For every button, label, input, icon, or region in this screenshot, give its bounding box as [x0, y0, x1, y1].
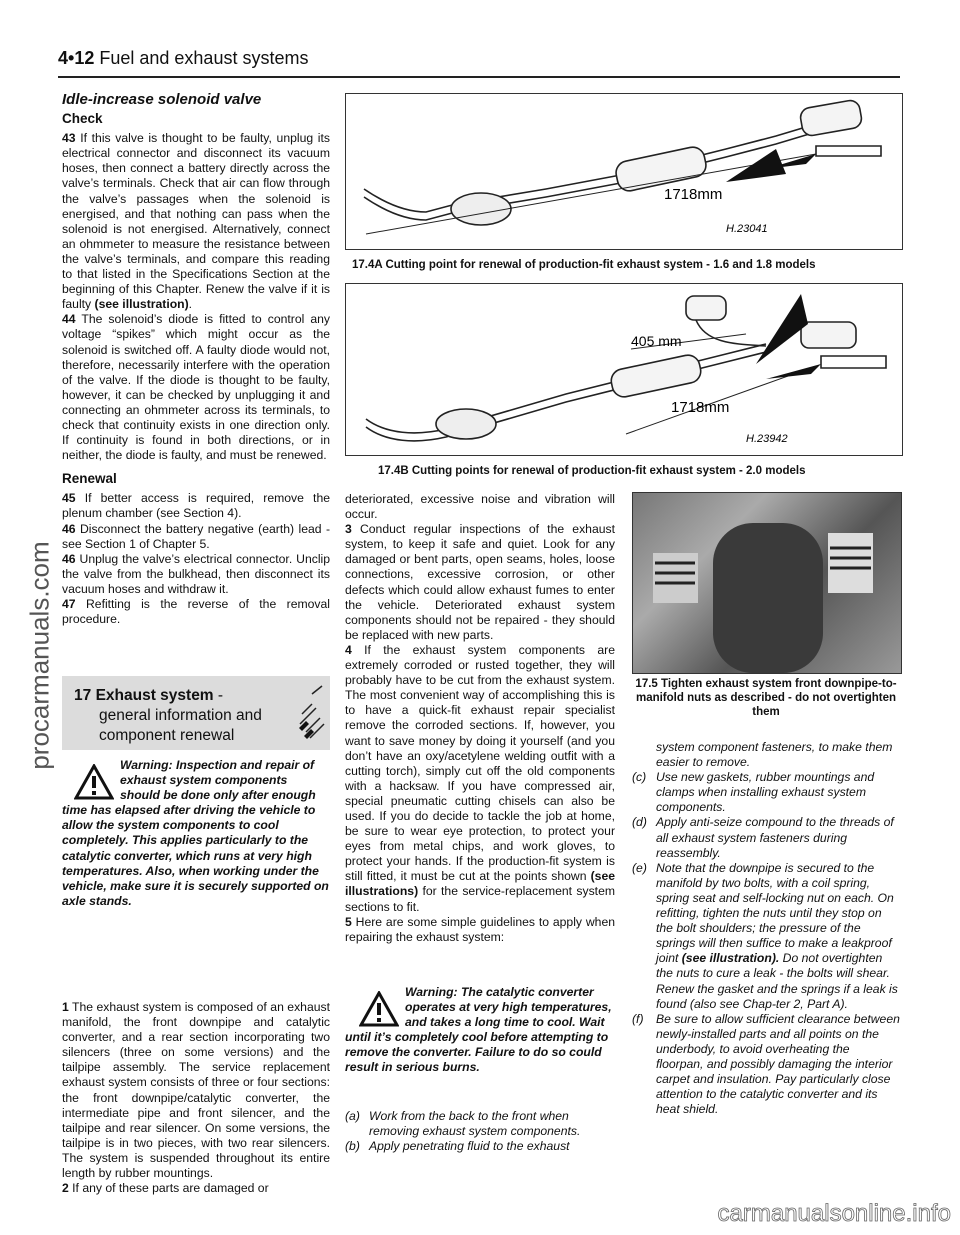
list-item: (f) Be sure to allow sufficient clearance between newly-installed parts and all points on the underbody, to avoid overheating the floorpan, and possibly damaging the interior carpet and insulation. Pay particularly close attention to the catalytic converter and its heat shield.: [632, 1011, 900, 1117]
downpipe-photo: [633, 493, 901, 673]
figure-17-4a: [345, 93, 903, 250]
para-45: 45 If better access is required, remove the plenum chamber (see Section 4).: [62, 491, 330, 521]
list-item: (e) Note that the downpipe is secured to the manifold by two bolts, with a coil spring, spring seat and self-locking nut on each. On refitting, tighten the nuts until they stop on the bolt shoulders; the pressure of the springs will then suffice to make a leakproof joint (see illustration). Do not overtighten the nuts to cure a leak - the bolts will shear. Renew the gasket and the springs if a leak is found (also see Chap-ter 2, Part A).: [632, 860, 898, 1011]
guidelines-list-1: [345, 1109, 615, 1154]
page-number: 4•12: [58, 48, 95, 68]
para-5: 5 Here are some simple guidelines to apply when repairing the exhaust system:: [345, 914, 615, 944]
exhaust-diagram-a: [346, 94, 902, 249]
photo-17-5: [632, 492, 902, 674]
para-2: 2 If any of these parts are damaged or: [62, 1181, 269, 1196]
para-43: 43 If this valve is thought to be faulty, unplug its electrical connector and disconnect its vacuum hoses, then connect a battery directly across the valve’s terminals. Check that air can flow through the valve’s passages when the solenoid is energised, and that nothing can pass when the solenoid is not energised. Alternatively, connect an ohmmeter to measure the resistance between the valve’s terminals, and compare this reading to that listed in the Specifications Section at the beginning of this Chapter. Renew the valve if it is faulty (see illustration).: [62, 131, 330, 312]
para-44: 44 The solenoid’s diode is fitted to control any voltage “spikes” which might occur as the solenoid is switched off. A faulty diode would not, therefore, necessarily interfere with the operation of the valve. If the diode is thought to be faulty, however, it can be checked by unplugging it and connecting an ohmmeter across its terminals, to check that continuity exists in one direction only. If continuity is found in both directions, or in neither, the diode is faulty, and must be renewed.: [62, 312, 330, 463]
guidelines-list-2: [632, 740, 900, 1117]
photo-caption: 17.5 Tighten exhaust system front downpipe-to-manifold nuts as described - do not overtighten them: [635, 678, 897, 718]
section-17-box: 17 Exhaust system - general information and component renewal: [62, 676, 330, 750]
para-3: 3 Conduct regular inspections of the exhaust system, to keep it safe and quiet. Look for any damaged or bent parts, open seams, holes, loose connections, excessive corrosion, or other defects which could allow exhaust fumes to enter the vehicle. Deteriorated exhaust system components should not be repaired - they should be replaced with new parts.: [345, 522, 615, 642]
left-column: [62, 92, 330, 627]
dim-405-b: 405 mm: [631, 333, 682, 349]
warning-triangle-icon-2: [359, 991, 399, 1027]
para-47: 47 Refitting is the reverse of the removal procedure.: [62, 597, 330, 627]
list-item: (c) Use new gaskets, rubber mountings and clamps when installing exhaust system components.: [632, 770, 875, 815]
list-item: (b) Apply penetrating fluid to the exhaust: [345, 1139, 570, 1154]
ref-b: H.23942: [746, 433, 788, 445]
warning-triangle-icon: [74, 764, 114, 800]
spanner-difficulty-icon: [296, 684, 326, 740]
para-46b: 46 Unplug the valve’s electrical connector. Unclip the valve from the bulkhead, then disconnect its vacuum hoses and withdraw it.: [62, 551, 331, 596]
header-rule: [58, 76, 900, 78]
list-item: (d) Apply anti-seize compound to the threads of all exhaust system fasteners during reassembly.: [632, 815, 894, 860]
figure-17-4a-caption: 17.4A Cutting point for renewal of production-fit exhaust system - 1.6 and 1.8 models: [352, 259, 816, 271]
warning-1: [62, 758, 330, 909]
page-header: [58, 48, 308, 69]
exhaust-diagram-b: [346, 284, 902, 455]
section-subtitle-2: component renewal: [99, 727, 235, 744]
check-heading: Check: [62, 111, 103, 127]
chapter-title: Fuel and exhaust systems: [99, 48, 309, 68]
list-item: (a) Work from the back to the front when removing exhaust system components.: [345, 1109, 581, 1139]
figure-17-4b: [345, 283, 903, 456]
para-4: 4 If the exhaust system components are extremely corroded or rusted together, they will probably have to be cut from the exhaust system. The most convenient way of accomplishing this is to have a quick-fit exhaust repair specialist remove the corroded sections. If, however, you want to save money by doing it yourself (and you don’t have an oxy/acetylene welding outfit with a cutting torch), simply cut off the old components with a hacksaw. If you have compressed air, special pneumatic cutting chisels can also be used. If you do decide to tackle the job at home, be sure to wear eye protection, to protect your eyes from metal chips, and work gloves, to protect your hands. If the production-fit system is still fitted, it must be cut at the points shown (see illustrations) for the service-replacement system sections to fit.: [345, 642, 616, 914]
section-title: Exhaust system: [95, 687, 214, 704]
para-2-cont: deteriorated, excessive noise and vibration will occur.: [345, 492, 615, 522]
section-number: 17: [74, 687, 92, 704]
footer-watermark-text: carmanualsonline.info: [717, 1200, 951, 1227]
dim-1718-a: 1718mm: [664, 186, 723, 203]
footer-watermark: [696, 1193, 956, 1229]
para-1: 1 The exhaust system is composed of an exhaust manifold, the front downpipe and catalytic converter, and a rear section incorporating two silencers (three on some versions) and the tailpipe assembly. The service replacement exhaust system consists of three or four sections: the front downpipe/catalytic converter, the intermediate pipe and front silencer, and the tailpipe and rear silencer. On some versions, the tailpipe is in two pieces, with two rear silencers. The system is suspended throughout its entire length by rubber mountings.: [62, 1000, 330, 1181]
warning-2-text: Warning: The catalytic converter operates at very high temperatures, and takes a long time to cool. Wait until it’s completely cool before attempting to remove the converter. Failure to do so could result in serious burns.: [345, 985, 612, 1075]
warning-2: [345, 985, 615, 1076]
dim-1718-b: 1718mm: [671, 399, 730, 416]
warning-1-text: Warning: Inspection and repair of exhaust system components should be done only after enough time has elapsed after driving the vehicle to allow the system components to cool completely. This applies particularly to the catalytic converter, which runs at very high temperatures. Also, when working under the vehicle, make sure it is securely supported on axle stands.: [62, 758, 329, 908]
para-46a: 46 Disconnect the battery negative (earth) lead - see Section 1 of Chapter 5.: [62, 521, 330, 551]
ref-a: H.23041: [726, 223, 768, 235]
figure-17-4b-caption: 17.4B Cutting points for renewal of production-fit exhaust system - 2.0 models: [378, 465, 806, 477]
middle-column: [345, 492, 615, 945]
left-column-lower: [62, 1000, 330, 1196]
section-subtitle-1: general information and: [99, 707, 262, 724]
side-watermark: procarmanuals.com: [24, 541, 55, 770]
list-item: system component fasteners, to make them easier to remove.: [656, 740, 893, 770]
renewal-heading: Renewal: [62, 471, 117, 487]
idle-valve-heading: Idle-increase solenoid valve: [62, 91, 262, 108]
